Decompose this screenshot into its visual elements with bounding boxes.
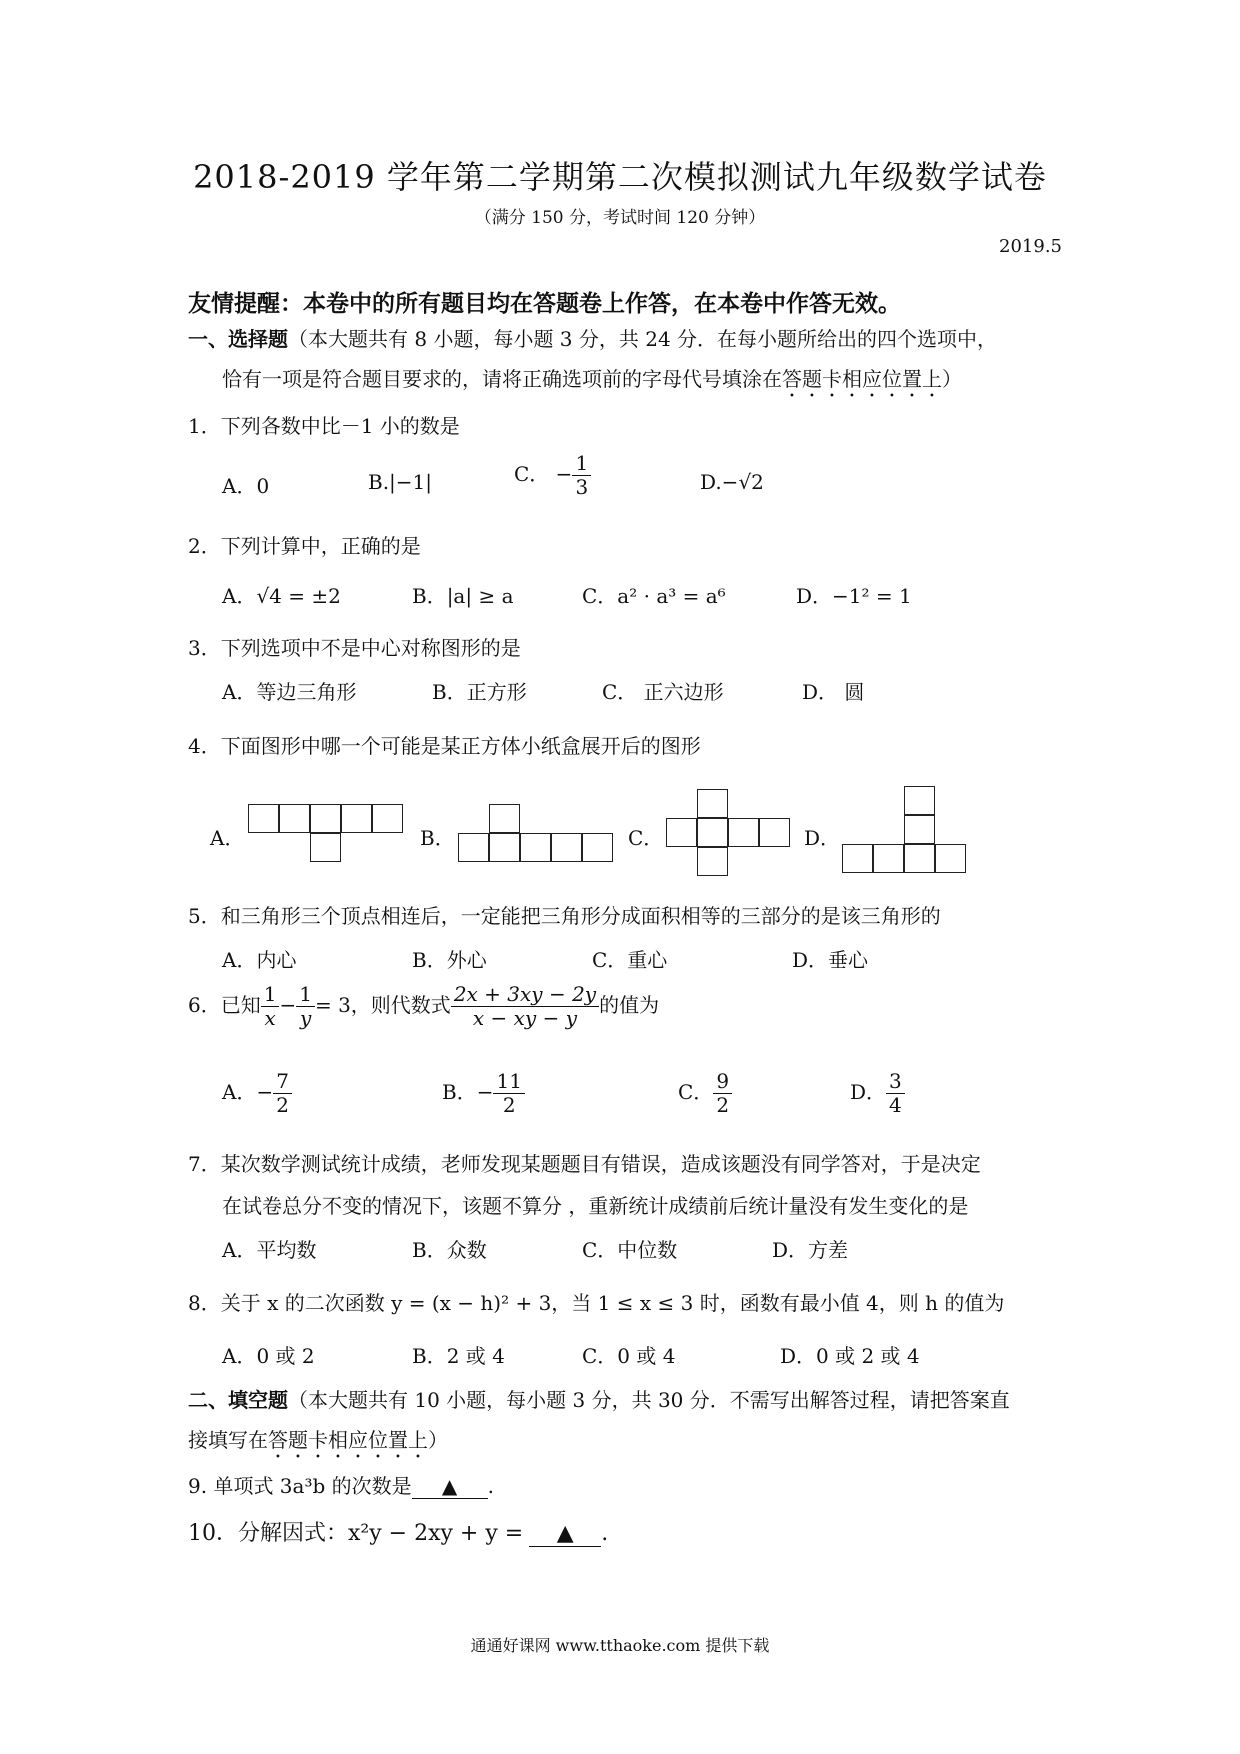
q10: [188, 1516, 608, 1547]
q5-option-b: B．外心: [412, 948, 487, 972]
q6-fraction-1-over-x: [261, 983, 280, 1030]
fraction-numerator: 2x + 3xy − 2y: [451, 983, 599, 1007]
section2-heading: 二、填空题: [188, 1388, 288, 1412]
q6-option-a-minus: −: [256, 1080, 274, 1104]
net-square: [697, 818, 728, 847]
q3-stem: 3．下列选项中不是中心对称图形的是: [188, 636, 521, 660]
q9: [188, 1470, 494, 1499]
net-square: [279, 804, 310, 833]
section2-desc2b: 答题卡相应位置上: [268, 1428, 428, 1452]
net-square: [372, 804, 403, 833]
q8-option-c: C．0 或 4: [582, 1344, 676, 1368]
q5-stem: 5．和三角形三个顶点相连后，一定能把三角形分成面积相等的三部分的是该三角形的: [188, 904, 941, 928]
q7-option-c: C．中位数: [582, 1238, 678, 1262]
q7-option-d: D．方差: [772, 1238, 849, 1262]
q4-option-d: D．: [804, 826, 841, 850]
q6-minus: −: [279, 993, 297, 1017]
net-square: [458, 833, 489, 862]
q6-suffix: 的值为: [599, 993, 660, 1017]
net-square: [489, 833, 520, 862]
q5-option-d: D．垂心: [792, 948, 869, 972]
q6-option-c: [678, 1070, 732, 1117]
fraction-numerator: 1: [572, 452, 591, 476]
section1-desc2c: ）: [942, 367, 962, 391]
net-square: [842, 844, 873, 873]
q2-stem: 2．下列计算中，正确的是: [188, 534, 421, 558]
q4-option-b: B．: [420, 826, 455, 850]
section1-desc2a: 恰有一项是符合题目要求的，请将正确选项前的字母代号填涂在: [222, 367, 782, 391]
fraction-denominator: x: [264, 1006, 276, 1030]
q1-option-a: A．0: [222, 474, 270, 498]
section1-desc1: （本大题共有 8 小题，每小题 3 分，共 24 分．在每小题所给出的四个选项中，: [288, 327, 998, 351]
fraction-numerator: 9: [713, 1070, 732, 1094]
net-square: [697, 789, 728, 818]
section2-line2: [188, 1424, 448, 1463]
net-square: [759, 818, 790, 847]
q7-line1: 7．某次数学测试统计成绩，老师发现某题题目有错误，造成该题没有同学答对，于是决定: [188, 1152, 981, 1176]
exam-subtitle: （满分 150 分，考试时间 120 分钟）: [474, 208, 766, 228]
section2-desc2c: ）: [428, 1428, 448, 1452]
q3-option-d: D． 圆: [802, 680, 865, 704]
net-square: [904, 786, 935, 815]
fraction-denominator: x − xy − y: [472, 1006, 577, 1030]
q4-option-c: C．: [628, 826, 664, 850]
q6-option-d-fraction: [886, 1070, 905, 1117]
fraction-numerator: 3: [886, 1070, 905, 1094]
q6-expression-fraction: [451, 983, 599, 1030]
section1-desc2b: 答题卡相应位置上: [782, 367, 942, 391]
q3-option-a: A．等边三角形: [222, 680, 357, 704]
q5-option-c: C．重心: [592, 948, 668, 972]
q1-stem: 1．下列各数中比－1 小的数是: [188, 414, 460, 438]
net-square: [728, 818, 759, 847]
net-square: [310, 804, 341, 833]
net-square: [310, 833, 341, 862]
q1-option-c-fraction: [572, 452, 591, 499]
section1-line1: [188, 323, 997, 352]
footer-download-note: 通通好课网 www.tthaoke.com 提供下载: [470, 1636, 770, 1655]
q7-option-a: A．平均数: [222, 1238, 317, 1262]
net-square: [489, 804, 520, 833]
q8-option-a: A．0 或 2: [222, 1344, 315, 1368]
option-label: A．: [222, 1080, 257, 1104]
q10-end: .: [601, 1521, 609, 1546]
q6-stem: [188, 983, 659, 1030]
q7-line2: 在试卷总分不变的情况下，该题不算分 ，重新统计成绩前后统计量没有发生变化的是: [222, 1194, 969, 1218]
section2-desc1: （本大题共有 10 小题，每小题 3 分，共 30 分．不需写出解答过程，请把答案直: [288, 1388, 1010, 1412]
fraction-denominator: 2: [276, 1093, 289, 1117]
q5-option-a: A．内心: [222, 948, 297, 972]
net-square: [697, 847, 728, 876]
net-square: [904, 844, 935, 873]
net-square: [341, 804, 372, 833]
fraction-numerator: 11: [493, 1070, 524, 1094]
fraction-numerator: 7: [273, 1070, 292, 1094]
exam-date: 2019.5: [999, 236, 1062, 257]
q6-option-b-minus: −: [476, 1080, 494, 1104]
q4-stem: 4．下面图形中哪一个可能是某正方体小纸盒展开后的图形: [188, 734, 701, 758]
q6-option-b-fraction: [493, 1070, 524, 1117]
section1-line2: [222, 363, 962, 402]
option-label: C．: [678, 1080, 714, 1104]
q6-option-d: [850, 1070, 905, 1117]
q3-option-c: C． 正六边形: [602, 680, 724, 704]
q1-option-c-minus: −: [555, 462, 573, 486]
page-title: 2018-2019 学年第二学期第二次模拟测试九年级数学试卷: [193, 158, 1047, 196]
q8-option-b: B．2 或 4: [412, 1344, 505, 1368]
q4-option-a: A．: [210, 826, 245, 850]
q9-stem: 9. 单项式 3a³b 的次数是: [188, 1474, 412, 1498]
q6-fraction-1-over-y: [296, 983, 315, 1030]
q1-option-b: B.|−1|: [368, 470, 433, 494]
q7-option-b: B．众数: [412, 1238, 487, 1262]
fraction-denominator: 2: [502, 1093, 516, 1117]
fraction-numerator: 1: [261, 983, 280, 1007]
q6-option-c-fraction: [713, 1070, 732, 1117]
net-square: [904, 815, 935, 844]
net-square: [666, 818, 697, 847]
section1-heading: 一、选择题: [188, 327, 288, 351]
q1-option-d: D.−√2: [700, 470, 764, 494]
net-square: [520, 833, 551, 862]
net-square: [582, 833, 613, 862]
section2-desc2a: 接填写在: [188, 1428, 268, 1452]
q9-end: .: [487, 1474, 494, 1498]
q2-option-d: D．−1² = 1: [796, 584, 912, 608]
q8-stem: 8．关于 x 的二次函数 y = (x − h)² + 3，当 1 ≤ x ≤ 3 时，函数有最小值 4，则 h 的值为: [188, 1291, 1005, 1315]
option-label: B．: [442, 1080, 477, 1104]
q6-option-a-fraction: [273, 1070, 292, 1117]
q6-prefix: 6．已知: [188, 993, 261, 1017]
q10-answer-blank: ▲: [529, 1521, 601, 1547]
friendly-reminder: 友情提醒：本卷中的所有题目均在答题卷上作答，在本卷中作答无效。: [188, 291, 901, 317]
fraction-denominator: 2: [716, 1093, 730, 1117]
fraction-numerator: 1: [296, 983, 315, 1007]
fraction-denominator: 3: [575, 475, 589, 499]
fraction-denominator: 4: [889, 1093, 902, 1117]
q2-option-c: C．a² · a³ = a⁶: [582, 584, 726, 608]
fraction-denominator: y: [299, 1006, 312, 1030]
net-square: [873, 844, 904, 873]
q8-option-d: D．0 或 2 或 4: [780, 1344, 920, 1368]
q6-option-a: [222, 1070, 292, 1117]
q6-option-b: [442, 1070, 525, 1117]
q10-stem: 10．分解因式：x²y − 2xy + y =: [188, 1521, 524, 1546]
q9-answer-blank: ▲: [412, 1474, 488, 1499]
net-square: [551, 833, 582, 862]
q2-option-b: B．|a| ≥ a: [412, 584, 514, 608]
q3-option-b: B．正方形: [432, 680, 527, 704]
q6-condition: = 3，则代数式: [314, 993, 451, 1017]
q2-option-a: A．√4 = ±2: [222, 584, 341, 608]
section2-line1: [188, 1384, 1010, 1413]
q1-option-c: [514, 452, 591, 499]
net-square: [935, 844, 966, 873]
q1-option-c-label: C．: [514, 462, 550, 486]
option-label: D．: [850, 1080, 887, 1104]
net-square: [248, 804, 279, 833]
